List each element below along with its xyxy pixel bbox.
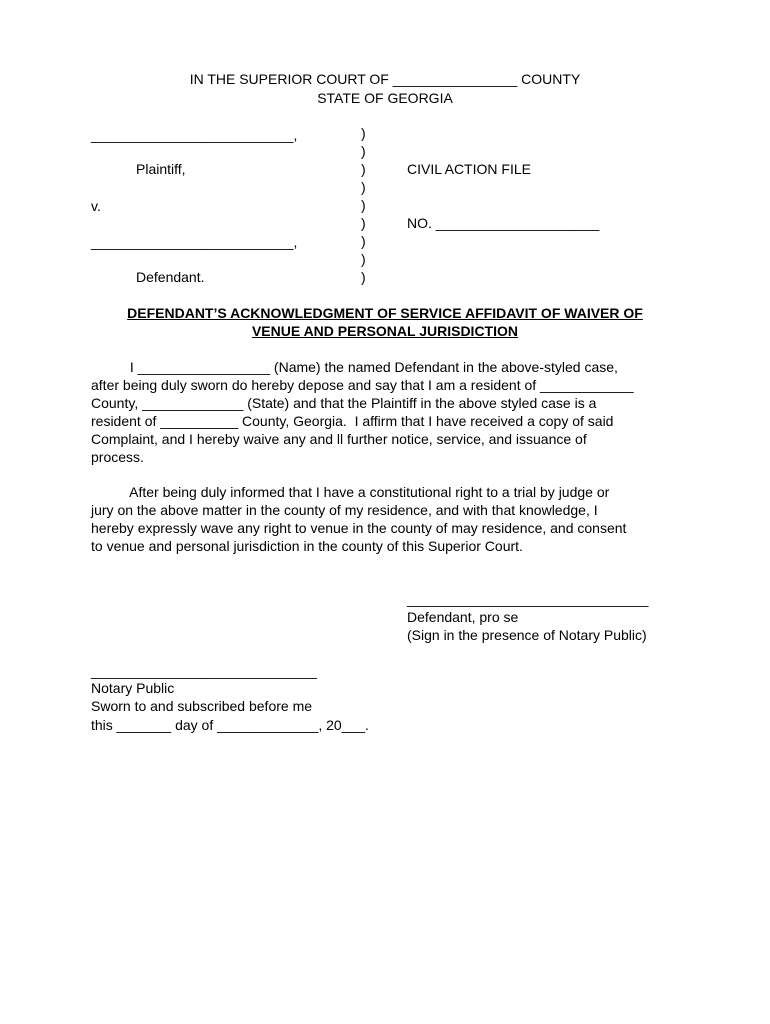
document-title-line1: DEFENDANT’S ACKNOWLEDGMENT OF SERVICE AFFIDAVIT OF WAIVER OF bbox=[127, 305, 643, 321]
paragraph2-line: to venue and personal jurisdiction in the county of this Superior Court. bbox=[91, 538, 523, 554]
caption-paren: ) bbox=[361, 251, 366, 267]
paragraph1-line: County, _____________ (State) and that the Plaintiff in the above styled case is a bbox=[91, 395, 597, 411]
caption-paren: ) bbox=[361, 215, 366, 231]
defendant-label: Defendant. bbox=[136, 269, 205, 285]
paragraph2-line: jury on the above matter in the county of my residence, and with that knowledge, I bbox=[91, 502, 598, 518]
notary-signature-line: _____________________________ bbox=[91, 663, 317, 679]
sworn-statement: Sworn to and subscribed before me bbox=[91, 698, 313, 714]
defendant-blank: __________________________, bbox=[91, 234, 298, 250]
versus-label: v. bbox=[91, 198, 101, 214]
plaintiff-label: Plaintiff, bbox=[136, 161, 186, 177]
defendant-signature-line: _______________________________ bbox=[407, 591, 649, 607]
paragraph1-line: I _________________ (Name) the named Defendant in the above-styled case, bbox=[91, 359, 618, 375]
plaintiff-blank: __________________________, bbox=[91, 127, 298, 143]
paragraph2-line: After being duly informed that I have a constitutional right to a trial by judge or bbox=[91, 484, 610, 500]
civil-action-label: CIVIL ACTION FILE bbox=[407, 161, 531, 177]
caption-paren: ) bbox=[361, 161, 366, 177]
paragraph2-line: hereby expressly wave any right to venue in the county of may residence, and consent bbox=[91, 520, 627, 536]
paragraph1-line: Complaint, and I hereby waive any and ll further notice, service, and issuance of bbox=[91, 431, 587, 447]
case-number-label: NO. _____________________ bbox=[407, 215, 600, 231]
caption-paren: ) bbox=[361, 143, 366, 159]
defendant-signature-label: Defendant, pro se bbox=[407, 609, 519, 625]
paragraph1-line: resident of __________ County, Georgia. I affirm that I have received a copy of said bbox=[91, 413, 614, 429]
caption-paren: ) bbox=[361, 233, 366, 249]
document-title-line2: VENUE AND PERSONAL JURISDICTION bbox=[251, 323, 519, 339]
state-heading: STATE OF GEORGIA bbox=[317, 90, 453, 106]
court-heading: IN THE SUPERIOR COURT OF ________________ COUNTY bbox=[189, 71, 581, 87]
caption-paren: ) bbox=[361, 179, 366, 195]
notary-date-line: this _______ day of _____________, 20___. bbox=[91, 717, 369, 733]
signature-instruction: (Sign in the presence of Notary Public) bbox=[407, 627, 647, 643]
paragraph1-line: after being duly sworn do hereby depose and say that I am a resident of ____________ bbox=[91, 377, 634, 393]
caption-paren: ) bbox=[361, 197, 366, 213]
caption-paren: ) bbox=[361, 125, 366, 141]
caption-paren: ) bbox=[361, 269, 366, 285]
notary-label: Notary Public bbox=[91, 680, 175, 696]
paragraph1-line: process. bbox=[91, 449, 144, 465]
